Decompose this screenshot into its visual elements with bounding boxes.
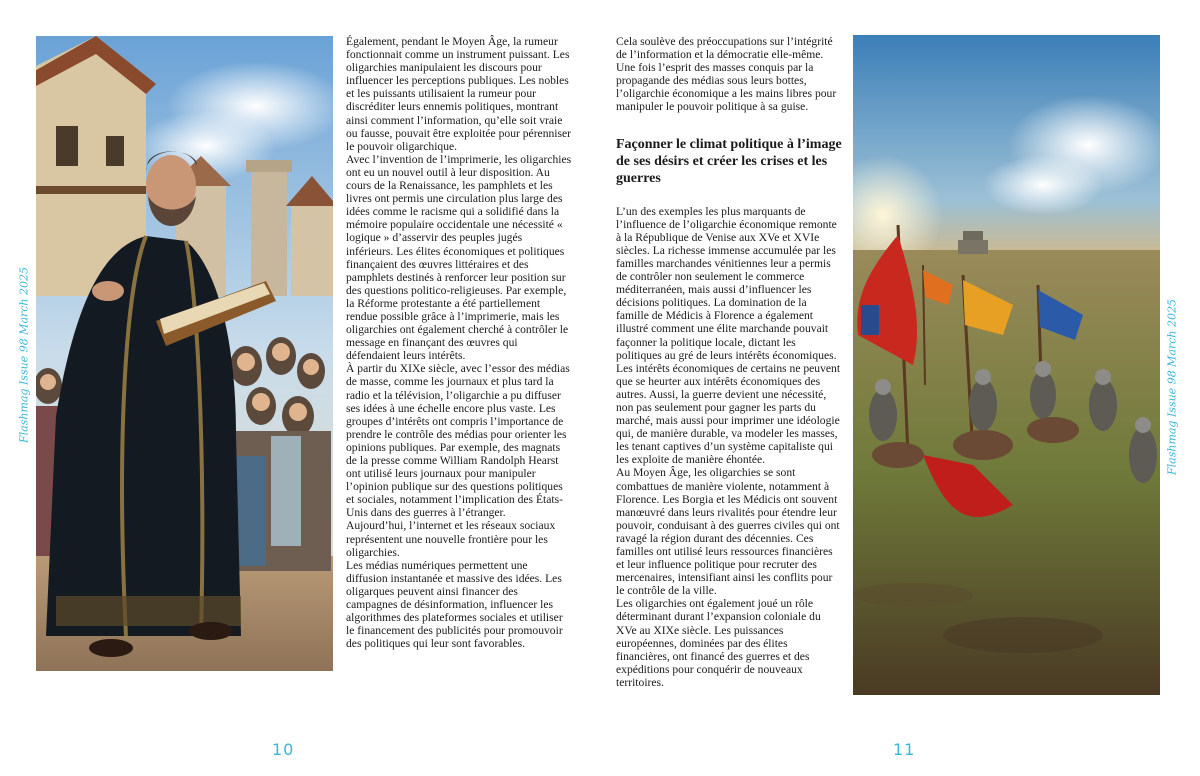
running-title-left: Flashmag Issue 98 March 2025 (17, 267, 31, 443)
paragraph: Les oligarchies ont également joué un rôle déterminant durant l’expansion coloniale du XVe au XIXe siècle. Les puissances européennes, dominées par des élites financières, ont financé des guerres et des expéditions pour conquérir de nouveaux territoires. (616, 597, 821, 689)
illustration-battle (853, 35, 1160, 695)
paragraph: Également, pendant le Moyen Âge, la rumeur fonctionnait comme un instrument puissant. Les oligarchies manipulaient les discours pour influencer les perceptions publiques. Les nobles et les puissants utilisaient la rumeur pour discréditer leurs ennemis politiques, montrant ainsi comment l’information, qu’elle soit vraie ou fausse, pouvait être exploitée pour pérenniser le pouvoir oligarchique. (346, 35, 572, 153)
page-number-right: 11 (893, 740, 916, 759)
paragraph: L’un des exemples les plus marquants de l’influence de l’oligarchie économique remonte à la République de Venise aux XVe et XVIe siècles. La richesse immense accumulée par les familles marchandes vénitiennes leur a permis de contrôler non seulement le commerce méditerranéen, mais aussi d’influencer les décisions politiques. La domination de la famille de Médicis à Florence a également illustré comment une élite marchande pouvait façonner la politique locale, dictant les politiques au gré de leurs intérêts économiques. (616, 204, 837, 362)
paragraph: Cela soulève des préoccupations sur l’intégrité de l’information et la démocratie elle-même. Une fois l’esprit des masses conquis par la propagande des médias sous leurs bottes, l’oligarchie économique a les mains libres pour manipuler le pouvoir politique à sa guise. (616, 35, 837, 114)
right-page (600, 0, 1200, 776)
paragraph: Les intérêts économiques de certains ne peuvent que se heurter aux intérêts économiques des autres. Aussi, la guerre devient une nécessité, non pas seulement pour gagner les parts du marché, mais aussi pour imprimer une idéologie qui, de manière durable, va modeler les masses, les tenant captives d’un système capitaliste qui les exploite de manière éhontée. (616, 361, 841, 467)
running-title-right: Flashmag Issue 98 March 2025 (1165, 299, 1179, 475)
paragraph: Au Moyen Âge, les oligarchies se sont combattues de manière violente, notamment à Florence. Les Borgia et les Médicis ont souvent manœuvré dans leurs rivalités pour étendre leur pouvoir, conduisant à des guerres civiles qui ont ravagé la région durant des décennies. Ces familles ont utilisé leurs ressources financières et leur influence politique pour recruter des mercenaires, intensifiant ainsi les conflits pour le contrôle de la ville. (616, 466, 840, 598)
left-text-column (346, 35, 572, 650)
right-text-column (616, 35, 842, 689)
illustration-preacher (36, 36, 333, 671)
paragraph: Avec l’invention de l’imprimerie, les oligarchies ont eu un nouvel outil à leur disposition. Au cours de la Renaissance, les pamphlets et les livres ont permis une circulation plus large des idées comme le racisme qui a solidifié dans la mémoire populaire occidentale une nécessité « logique » d’asservir des peuples jugés inférieurs. Les élites économiques et politiques finançaient des œuvres littéraires et des pamphlets destinés à renforcer leur position sur des questions politico-religieuses. Par exemple, la Réforme protestante a été partiellement rendue possible grâce à l’imprimerie, mais les oligarchies ont également cherché à contrôler le message en finançant des œuvres qui défendaient leurs intérêts. (346, 152, 572, 363)
paragraph: Les médias numériques permettent une diffusion instantanée et massive des idées. Les oligarques peuvent ainsi financer des campagnes de désinformation, influencer les algorithmes des plateformes sociales et utiliser le financement des publicités pour promouvoir des politiques qui leur sont favorables. (346, 558, 563, 651)
section-heading: Façonner le climat politique à l’image de ses désirs et créer les crises et les guerres (616, 136, 842, 186)
paragraph: À partir du XIXe siècle, avec l’essor des médias de masse, comme les journaux et plus tard la radio et la télévision, l’oligarchie a pu diffuser ses idées à une échelle encore plus vaste. Les groupes d’intérêts ont compris l’importance de prendre le contrôle des médias pour orienter les opinions publiques. Par exemple, des magnats de la presse comme William Randolph Hearst ont utilisé leurs journaux pour manipuler l’opinion publique sur des questions politiques et sociales, notamment l’implication des États-Unis dans des guerres à l’étranger. (346, 362, 570, 520)
page-number-left: 10 (272, 740, 295, 759)
paragraph: Aujourd’hui, l’internet et les réseaux sociaux représentent une nouvelle frontière pour les oligarchies. (346, 519, 556, 559)
